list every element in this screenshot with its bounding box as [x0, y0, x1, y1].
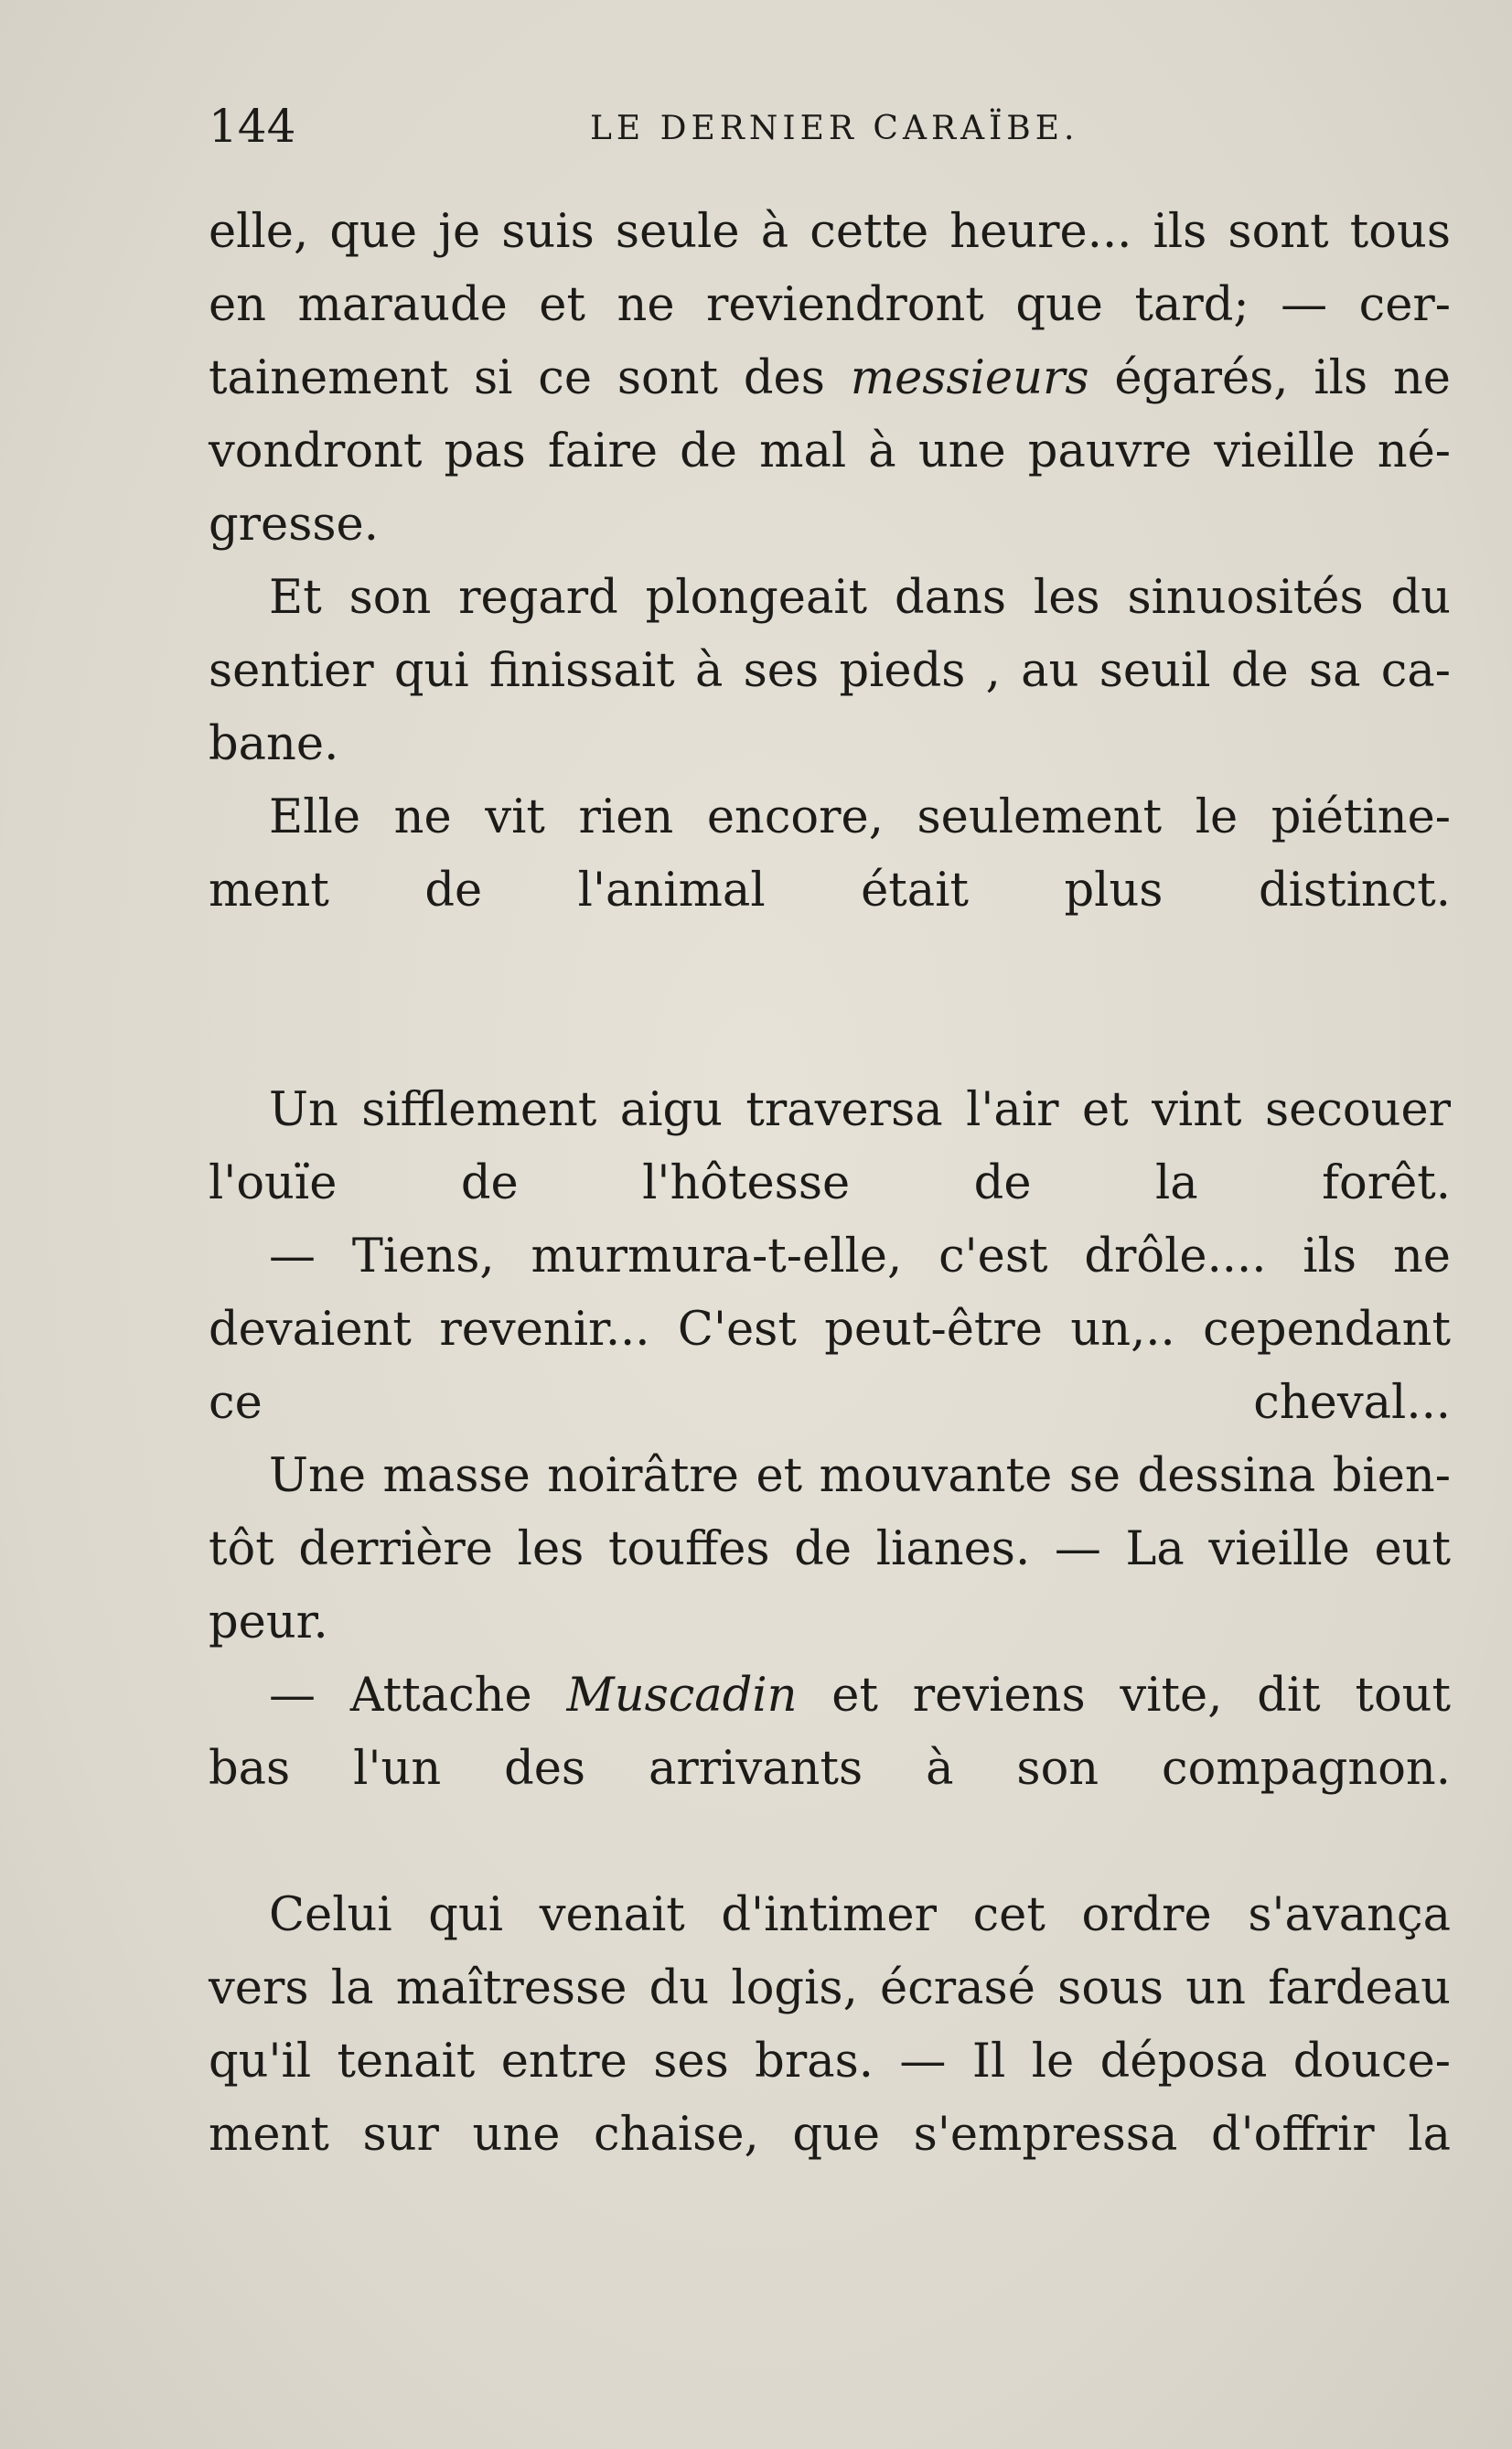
text-line: tôt derrière les touffes de lianes. — La vieille eut [209, 1522, 1451, 1576]
body-text [209, 196, 1451, 2172]
text-line: bane. [209, 717, 339, 771]
paragraph [209, 1879, 1451, 2172]
running-head [209, 99, 1451, 154]
text-line: gresse. [209, 498, 379, 552]
text-line: elle, que je suis seule à cette heure... ils sont tous [209, 205, 1451, 259]
text-line: l'ouïe de l'hôtesse de la forêt. [209, 1156, 1451, 1210]
paragraph [209, 781, 1451, 928]
text-line: tainement si ce sont des messieurs égarés, ils ne [209, 351, 1451, 405]
italic-word: messieurs [850, 351, 1089, 405]
paragraph [209, 562, 1451, 781]
text-line: qu'il tenait entre ses bras. — Il le déposa douce- [209, 2035, 1451, 2089]
text-line: — Attache Muscadin et reviens vite, dit tout [269, 1669, 1452, 1723]
text-line: vers la maîtresse du logis, écrasé sous un fardeau [209, 1961, 1451, 2015]
paragraph-dialogue [209, 1660, 1451, 1806]
text-line: en maraude et ne reviendront que tard; — cer- [209, 278, 1451, 332]
text-line: Un sifflement aigu traversa l'air et vint secouer [269, 1083, 1451, 1137]
text-line: — Tiens, murmura-t-elle, c'est drôle.... ils ne [269, 1230, 1451, 1284]
text-line: bas l'un des arrivants à son compagnon. [209, 1742, 1451, 1796]
text-line: Elle ne vit rien encore, seulement le piétine- [269, 790, 1451, 844]
text-line: ment sur une chaise, que s'empressa d'offrir la [209, 2108, 1451, 2162]
text-line: ment de l'animal était plus distinct. [209, 864, 1451, 918]
text-line: peur. [209, 1595, 328, 1649]
text-line: ce cheval... [209, 1376, 1451, 1430]
text-line: Une masse noirâtre et mouvante se dessina bien- [269, 1449, 1451, 1503]
text-line: sentier qui finissait à ses pieds , au seuil de sa ca- [209, 644, 1451, 698]
italic-word: Muscadin [566, 1669, 798, 1723]
section-break [209, 1806, 1451, 1879]
paragraph-continuation [209, 196, 1451, 562]
text-line: devaient revenir... C'est peut-être un,.. cependant [209, 1303, 1451, 1357]
text-line: Et son regard plongeait dans les sinuosités du [269, 571, 1451, 625]
running-title: LE DERNIER CARAÏBE. [590, 110, 1079, 147]
page-number: 144 [209, 100, 296, 153]
section-break [209, 928, 1451, 1074]
text-line: Celui qui venait d'intimer cet ordre s'avança [269, 1888, 1451, 1942]
paragraph [209, 1440, 1451, 1660]
paragraph [209, 1074, 1451, 1220]
paragraph-dialogue [209, 1220, 1451, 1440]
text-line: vondront pas faire de mal à une pauvre vieille né- [209, 424, 1451, 478]
